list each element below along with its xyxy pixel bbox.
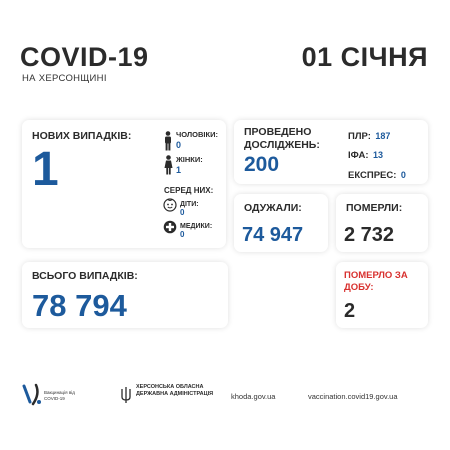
women-value: 1 xyxy=(176,165,182,175)
vaccination-logo-text: Вакцинація від COVID-19 xyxy=(44,390,75,401)
woman-icon xyxy=(162,154,174,176)
tests-label: ПРОВЕДЕНО ДОСЛІДЖЕНЬ: xyxy=(244,126,320,151)
page-subtitle: НА ХЕРСОНЩИНІ xyxy=(22,73,107,84)
recovered-value: 74 947 xyxy=(242,224,304,246)
express-value: 0 xyxy=(400,170,406,180)
vaccination-logo xyxy=(22,382,86,408)
died-per-day-card xyxy=(336,262,428,328)
vaccination-link[interactable]: vaccination.covid19.gov.ua xyxy=(308,392,398,401)
vaccination-logo-icon xyxy=(22,382,44,406)
new-cases-value: 1 xyxy=(32,143,59,196)
died-per-day-label: ПОМЕРЛО ЗА ДОБУ: xyxy=(344,270,408,293)
pcr-value: 187 xyxy=(375,131,391,141)
total-cases-label: ВСЬОГО ВИПАДКІВ: xyxy=(32,270,138,282)
men-label: ЧОЛОВІКИ: xyxy=(176,130,218,139)
pcr-label: ПЛР: xyxy=(348,131,371,142)
total-cases-card xyxy=(22,262,228,328)
medic-cross-icon xyxy=(163,220,177,234)
man-icon xyxy=(162,130,174,152)
among-them-label: СЕРЕД НИХ: xyxy=(164,186,214,195)
pcr-row xyxy=(348,126,390,144)
medics-value: 0 xyxy=(180,230,185,239)
children-label: ДІТИ: xyxy=(180,201,199,208)
recovered-card xyxy=(234,194,328,252)
express-row xyxy=(348,165,406,183)
children-value: 0 xyxy=(180,208,185,217)
trident-icon xyxy=(120,386,132,404)
khoda-link[interactable]: khoda.gov.ua xyxy=(231,392,276,401)
new-cases-label: НОВИХ ВИПАДКІВ: xyxy=(32,130,132,142)
admin-logo xyxy=(120,384,220,408)
died-value: 2 732 xyxy=(344,224,395,246)
page-title: COVID-19 xyxy=(20,42,149,72)
express-label: ЕКСПРЕС: xyxy=(348,170,397,181)
died-per-day-value: 2 xyxy=(344,300,356,322)
new-cases-card xyxy=(22,120,226,248)
died-card xyxy=(336,194,428,252)
report-date: 01 СІЧНЯ xyxy=(301,42,428,72)
total-cases-value: 78 794 xyxy=(32,288,127,323)
recovered-label: ОДУЖАЛИ: xyxy=(244,202,302,214)
tests-card xyxy=(234,120,428,184)
ifa-row xyxy=(348,145,383,163)
women-label: ЖІНКИ: xyxy=(176,155,203,164)
admin-text: ХЕРСОНСЬКА ОБЛАСНА ДЕРЖАВНА АДМІНІСТРАЦІЯ xyxy=(136,384,214,397)
ifa-value: 13 xyxy=(373,150,384,160)
tests-value: 200 xyxy=(244,153,280,176)
child-icon xyxy=(163,198,177,212)
ifa-label: ІФА: xyxy=(348,150,369,161)
men-value: 0 xyxy=(176,140,182,150)
died-label: ПОМЕРЛИ: xyxy=(346,202,403,214)
medics-label: МЕДИКИ: xyxy=(180,223,213,230)
